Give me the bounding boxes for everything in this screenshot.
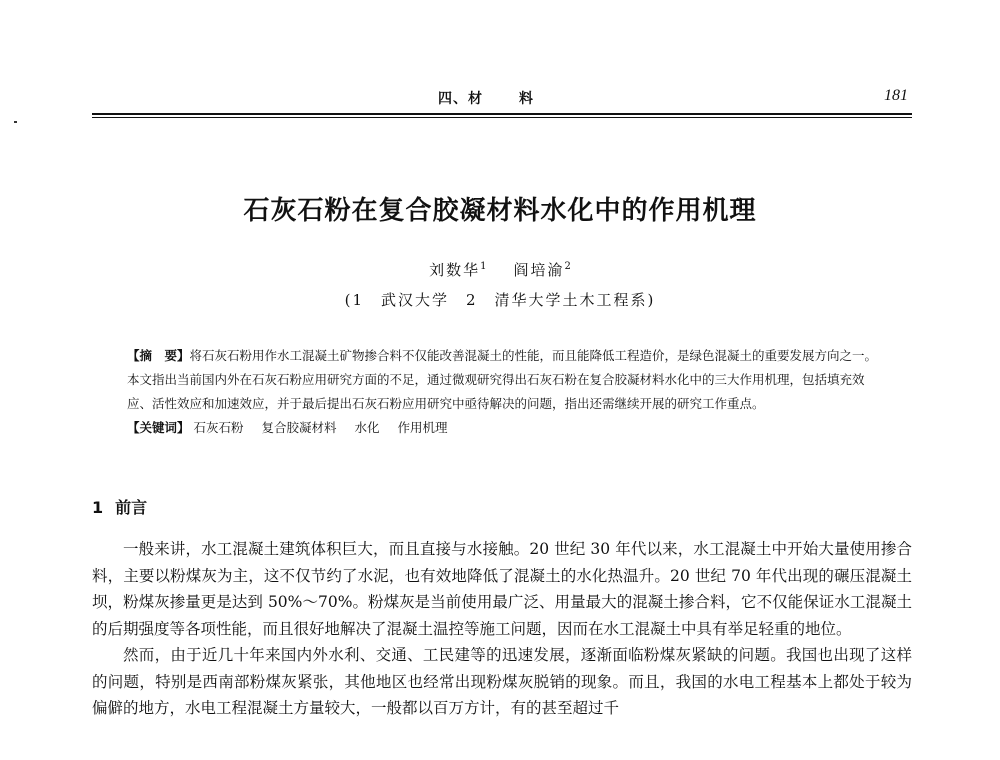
keyword: 作用机理 — [397, 420, 448, 435]
abstract-block — [127, 344, 887, 440]
running-header — [438, 88, 598, 108]
section-heading — [92, 495, 147, 518]
keyword: 水化 — [354, 420, 380, 435]
paper-title: 石灰石粉在复合胶凝材料水化中的作用机理 — [243, 196, 757, 226]
scan-mark — [14, 121, 17, 123]
keyword: 复合胶凝材料 — [261, 420, 337, 435]
author-affiliation-mark: 2 — [564, 261, 571, 272]
author-affiliation-mark: 1 — [480, 261, 487, 272]
running-header-part1: 四、材 — [438, 91, 483, 107]
header-rule — [92, 113, 912, 118]
abstract-label: 【摘 要】 — [127, 348, 190, 363]
paragraph: 然而，由于近几十年来国内外水利、交通、工民建等的迅速发展，逐渐面临粉煤灰紧缺的问题。我国也出现了这样的问题，特别是西南部粉煤灰紧张，其他地区也经常出现粉煤灰脱销的现象。而且，我国的水电工程基本上都处于较为偏僻的地方，水电工程混凝土方量较大，一般都以百万方计，有的甚至超过千 — [92, 646, 912, 717]
abstract — [127, 344, 887, 416]
author-name: 刘数华 — [429, 261, 481, 279]
affiliations: (1 武汉大学 2 清华大学土木工程系) — [344, 291, 656, 309]
section-title: 前言 — [115, 498, 148, 517]
abstract-text: 将石灰石粉用作水工混凝土矿物掺合料不仅能改善混凝土的性能，而且能降低工程造价，是绿色混凝土的重要发展方向之一。本文指出当前国内外在石灰石粉应用研究方面的不足，通过微观研究得出石灰石粉在复合胶凝材料水化中的三大作用机理，包括填充效应、活性效应和加速效应，并于最后提出石灰石粉应用研究中亟待解决的问题，指出还需继续开展的研究工作重点。 — [127, 348, 878, 411]
running-header-part2: 料 — [519, 91, 534, 107]
page-number: 181 — [884, 87, 908, 104]
keywords-label: 【关键词】 — [127, 420, 190, 435]
body-text — [92, 536, 912, 722]
section-number: 1 — [92, 498, 104, 517]
keyword: 石灰石粉 — [193, 420, 244, 435]
authors — [0, 259, 1000, 280]
keywords — [127, 416, 887, 440]
paragraph: 一般来讲，水工混凝土建筑体积巨大，而且直接与水接触。20 世纪 30 年代以来，水工混凝土中开始大量使用掺合料，主要以粉煤灰为主，这不仅节约了水泥，也有效地降低了混凝土的水化热温升。20 世纪 70 年代出现的碾压混凝土坝，粉煤灰掺量更是达到 50%～70%。粉煤灰是当前使用最广泛、用量最大的混凝土掺合料，它不仅能保证水工混凝土的后期强度等各项性能，而且很好地解决了混凝土温控等施工问题，因而在水工混凝土中具有举足轻重的地位。 — [92, 540, 912, 638]
author-name: 阎培渝 — [513, 261, 565, 279]
